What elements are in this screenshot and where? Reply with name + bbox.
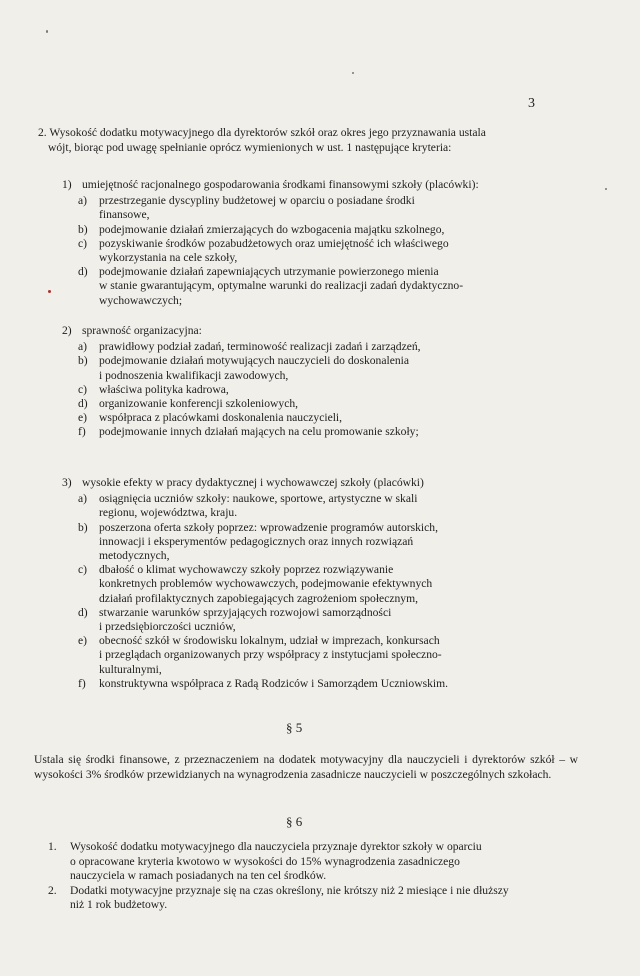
list-item [62,521,572,564]
item-line: i podnoszenia kwalifikacji zawodowych, [99,368,289,382]
item-line: podejmowanie innych działań mających na celu promowanie szkoły; [99,425,419,439]
item-label: d) [78,265,88,279]
section-6-heading: § 6 [286,814,303,829]
item-label: e) [78,634,88,648]
list-item [62,265,572,308]
section-5-paragraph: Ustala się środki finansowe, z przeznaczeniem na dodatek motywacyjny dla nauczycieli i dyrektorów szkół – w wysokości 3% środków przewidzianych na wynagrodzenia zasadnicze nauczycieli w poszczególnych szkołach. [34,753,578,781]
criterion-number: 3) [62,476,72,489]
list-item [62,383,572,397]
item-line: właściwa polityka kadrowa, [99,382,229,396]
criterion-title: wysokie efekty w pracy dydaktycznej i wychowawczej szkoły (placówki) [82,476,424,489]
list-item [62,354,572,382]
item-line: konkretnych problemów wychowawczych, podejmowanie efektywnych [99,577,433,591]
item-line: wykorzystania na cele szkoły, [99,251,238,265]
item-line: w stanie gwarantującym, optymalne warunki do realizacji zadań dydaktyczno- [99,279,464,293]
criterion-title: umiejętność racjonalnego gospodarowania środkami finansowymi szkoły (placówki): [82,178,479,191]
item-label: a) [78,194,88,208]
item-line: współpraca z placówkami doskonalenia nauczycieli, [99,411,343,425]
scan-speck [605,188,607,190]
item-line: poszerzona oferta szkoły poprzez: wprowadzenie programów autorskich, [99,520,438,534]
criterion-3 [62,476,572,691]
item-line: stwarzanie warunków sprzyjających rozwojowi samorządności [99,605,392,619]
item-line: Dodatki motywacyjne przyznaje się na czas określony, nie krótszy niż 2 miesiące i nie dłuższy [70,883,509,897]
item-line: nauczyciela w ramach posiadanych na ten cel środków. [70,869,327,882]
item-label: a) [78,492,88,506]
list-item [62,397,572,411]
section-6-list [48,840,578,913]
item-line: Wysokość dodatku motywacyjnego dla nauczyciela przyznaje dyrektor szkoły w oparciu [70,840,482,853]
list-item [62,340,572,354]
item-line: działań profilaktycznych zapobiegających zagrożeniom społecznym, [99,591,419,605]
item-line: regionu, województwa, kraju. [99,506,238,520]
item-line: prawidłowy podział zadań, terminowość realizacji zadań i zarządzeń, [99,340,421,354]
item-label: c) [78,382,88,396]
criterion-heading [62,324,572,338]
criterion-1 [62,178,572,308]
item-line: podejmowanie działań zapewniających utrzymanie powierzonego mienia [99,265,439,279]
list-item [48,884,578,913]
list-item [62,606,572,634]
item-label: b) [78,222,88,236]
item-line: pozyskiwanie środków pozabudżetowych oraz umiejętność ich właściwego [99,236,449,250]
item-line: metodycznych, [99,549,170,563]
criterion-2 [62,324,572,440]
item-line: podejmowanie działań motywujących nauczycieli do doskonalenia [99,354,410,368]
intro-line: 2. Wysokość dodatku motywacyjnego dla dyrektorów szkół oraz okres jego przyznawania ustala [38,126,486,139]
item-label: c) [78,236,88,250]
list-item [62,223,572,237]
item-label: e) [78,411,88,425]
criterion-number: 2) [62,324,72,337]
item-line: organizowanie konferencji szkoleniowych, [99,397,299,411]
criterion-title: sprawność organizacyjna: [82,324,202,337]
item-label: b) [78,520,88,534]
list-item [62,677,572,691]
item-label: c) [78,563,88,577]
criterion-heading [62,476,572,490]
list-item [48,840,578,884]
item-line: podejmowanie działań zmierzających do wzbogacenia majątku szkolnego, [99,222,445,236]
item-line: dbałość o klimat wychowawczy szkoły poprzez rozwiązywanie [99,563,394,577]
page-number: 3 [528,96,535,111]
item-line: kulturalnymi, [99,662,162,676]
list-item [62,634,572,677]
item-line: konstruktywna współpraca z Radą Rodziców i Samorządem Uczniowskim. [99,676,449,690]
item-line: i przedsiębiorczości uczniów, [99,620,236,634]
list-item [62,563,572,606]
scan-speck [46,30,48,33]
item-line: o opracowane kryteria kwotowo w wysokości do 15% wynagrodzenia zasadniczego [70,854,460,868]
item-line: wychowawczych; [99,293,183,307]
criterion-heading [62,178,572,192]
item-label: d) [78,605,88,619]
item-label: a) [78,340,88,354]
item-line: niż 1 rok budżetowy. [70,898,168,911]
item-line: innowacji i eksperymentów pedagogicznych oraz innych rozwiązań [99,534,414,548]
item-label: f) [78,676,86,690]
item-line: przestrzeganie dyscypliny budżetowej w oparciu o posiadane środki [99,194,415,208]
list-item [62,194,572,222]
item-line: osiągnięcia uczniów szkoły: naukowe, sportowe, artystyczne w skali [99,492,418,506]
section-5-heading: § 5 [286,720,303,735]
item-label: f) [78,425,86,439]
scan-speck [352,72,354,74]
list-item [62,492,572,520]
list-item [62,411,572,425]
criterion-number: 1) [62,178,72,191]
item-label: b) [78,354,88,368]
item-line: obecność szkół w środowisku lokalnym, udział w imprezach, konkursach [99,634,440,648]
item-label: d) [78,397,88,411]
item-label: 1. [48,840,57,853]
list-item [62,425,572,439]
intro-line: wójt, biorąc pod uwagę spełnianie oprócz wymienionych w ust. 1 następujące kryteria: [48,140,452,154]
list-item [62,237,572,265]
item-line: finansowe, [99,208,150,222]
intro-paragraph [38,126,568,155]
item-label: 2. [48,883,57,897]
scan-speck [48,290,51,293]
item-line: i przeglądach organizowanych przy współpracy z instytucjami społeczno- [99,648,442,662]
